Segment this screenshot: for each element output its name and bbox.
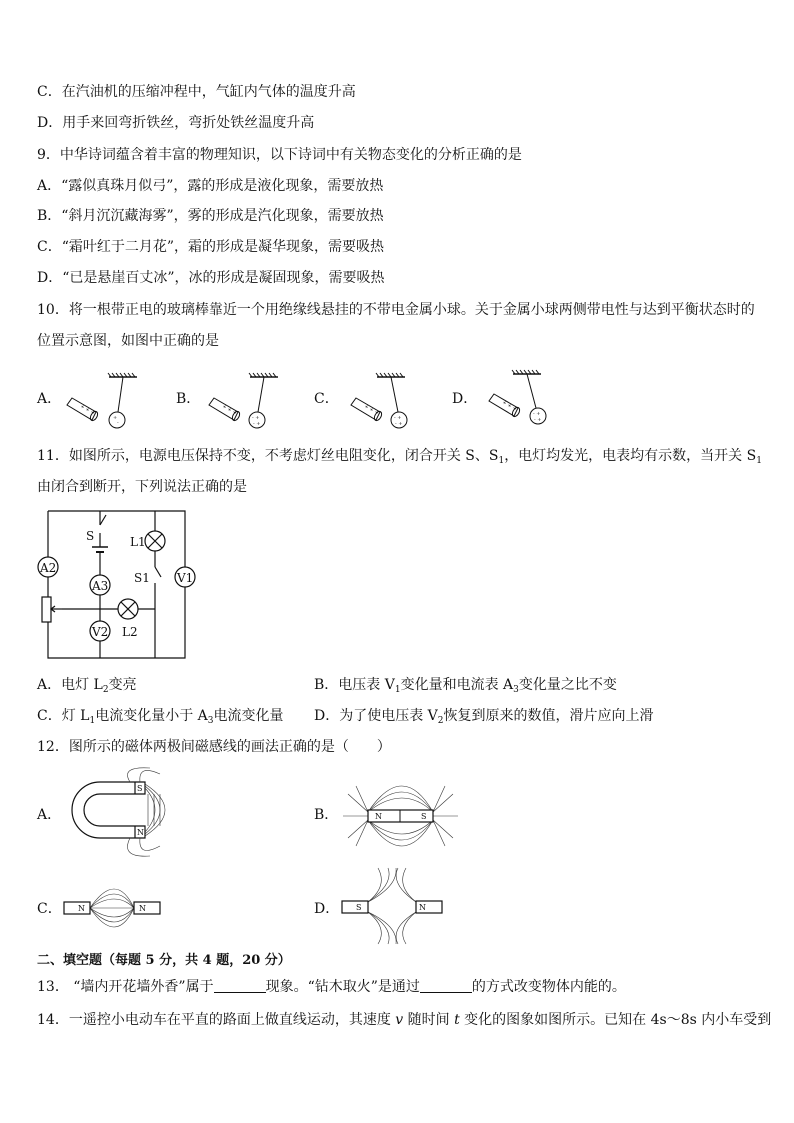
label-s1: S1: [134, 571, 150, 585]
q10-label-d: D．: [452, 391, 478, 407]
q10-label-a: A．: [37, 391, 62, 407]
pole-c-left: N: [78, 904, 85, 913]
q9-option-b: B．“斜月沉沉藏海雾”，雾的形成是汽化现象，需要放热: [37, 208, 384, 224]
bar-magnet-c-left-icon: [64, 902, 90, 914]
q11-option-a: A．电灯 $L_2$变亮: [37, 677, 137, 695]
bar-magnet-d-left-icon: [342, 901, 368, 913]
q10-label-c: C．: [314, 391, 339, 407]
q11-stem-line2: 由闭合到断开，下列说法正确的是: [37, 479, 247, 495]
q10-stem-line1: 10．将一根带正电的玻璃棒靠近一个用绝缘线悬挂的不带电金属小球。关于金属小球两侧带电性与达到平衡状态时的: [37, 302, 755, 318]
bar-magnet-c-right-icon: [134, 902, 160, 914]
label-s: S: [86, 529, 95, 543]
section-title-fill-in: 二、填空题（每题 5 分，共 4 题，20 分）: [37, 953, 291, 968]
svg-text:- +: - +: [394, 415, 402, 421]
q12-label-b: B．: [314, 807, 339, 823]
svg-text:- +: - +: [533, 411, 541, 417]
q9-stem: 9．中华诗词蕴含着丰富的物理知识，以下诗词中有关物态变化的分析正确的是: [37, 147, 522, 163]
q10-figure-a: [67, 373, 137, 428]
label-v2: V2: [92, 625, 109, 639]
q12-figure-c: [62, 872, 172, 942]
q13-blank-2[interactable]: [420, 978, 472, 993]
pole-d-left: S: [356, 903, 362, 912]
svg-text:+ + +: + + +: [221, 403, 238, 417]
svg-text:- +: - +: [253, 421, 261, 427]
q8-option-c: C．在汽油机的压缩冲程中，气缸内气体的温度升高: [37, 84, 356, 100]
q12-stem: 12．图所示的磁体两极间磁感线的画法正确的是（ ）: [37, 739, 391, 755]
q11-option-d: D．为了使电压表 $V_2$恢复到原来的数值，滑片应向上滑: [314, 708, 654, 726]
q13-blank-1[interactable]: [214, 978, 266, 993]
pole-b-right: S: [421, 812, 427, 821]
q14-stem: 14．一遥控小电动车在平直的路面上做直线运动，其速度 v 随时间 t 变化的图象如图所示。已知在 4s～8s 内小车受到: [37, 1012, 772, 1028]
svg-text:- +: - +: [534, 417, 542, 423]
q8-option-d: D．用手来回弯折铁丝，弯折处铁丝温度升高: [37, 115, 315, 131]
pole-d-right: N: [419, 903, 426, 912]
q10-label-b: B．: [176, 391, 201, 407]
q9-option-c: C．“霜叶红于二月花”，霜的形成是凝华现象，需要吸热: [37, 239, 385, 255]
label-l1: L1: [130, 535, 146, 549]
pole-b-left: N: [375, 812, 382, 821]
svg-text:+: +: [113, 415, 118, 421]
label-a3: A3: [92, 579, 109, 593]
svg-text:-: -: [117, 420, 119, 426]
q11-stem-line1: 11．如图所示，电源电压保持不变，不考虑灯丝电阻变化，闭合开关 S、$S_1$，电灯均发光，电表均有示数，当开关 $S_1$: [37, 448, 762, 466]
q11-option-c: C．灯 $L_1$电流变化量小于 $A_3$电流变化量: [37, 708, 284, 726]
switch-s-icon: [100, 515, 106, 525]
pole-c-right: N: [139, 904, 146, 913]
svg-text:- +: - +: [252, 415, 260, 421]
svg-text:+ + +: + + +: [501, 399, 518, 413]
svg-text:+ + +: + + +: [79, 403, 96, 417]
q11-option-b: B．电压表 $V_1$变化量和电流表 $A_3$变化量之比不变: [314, 677, 617, 695]
q9-option-a: A．“露似真珠月似弓”，露的形成是液化现象，需要放热: [37, 178, 384, 194]
q10-figures: [0, 360, 794, 430]
q10-figure-d: [489, 370, 546, 424]
q11-circuit-diagram: [30, 505, 210, 665]
q12-label-d: D．: [314, 901, 340, 917]
q10-figure-b: [209, 373, 278, 428]
label-a2: A2: [40, 561, 57, 575]
q12-figure-a: [60, 766, 190, 866]
q12-label-c: C．: [37, 901, 62, 917]
q9-option-d: D．“已是悬崖百丈冰”，冰的形成是凝固现象，需要吸热: [37, 270, 385, 286]
switch-s1-icon: [155, 567, 161, 577]
svg-text:- +: - +: [395, 421, 403, 427]
q12-figure-d: [338, 866, 448, 946]
q12-label-a: A．: [37, 807, 62, 823]
label-v1: V1: [177, 571, 194, 585]
svg-text:+ + +: + + +: [363, 403, 380, 417]
q13-stem: 13． “墙内开花墙外香”属于 现象。“钻木取火”是通过 的方式改变物体内能的。: [37, 979, 626, 995]
pole-a-top: S: [137, 784, 143, 793]
rheostat-icon: [42, 597, 51, 622]
label-l2: L2: [122, 625, 138, 639]
q12-figure-b: [338, 772, 468, 862]
q10-stem-line2: 位置示意图，如图中正确的是: [37, 333, 219, 349]
q10-figure-c: [351, 373, 407, 428]
u-magnet-icon: [72, 782, 145, 838]
pole-a-bottom: N: [137, 828, 144, 837]
